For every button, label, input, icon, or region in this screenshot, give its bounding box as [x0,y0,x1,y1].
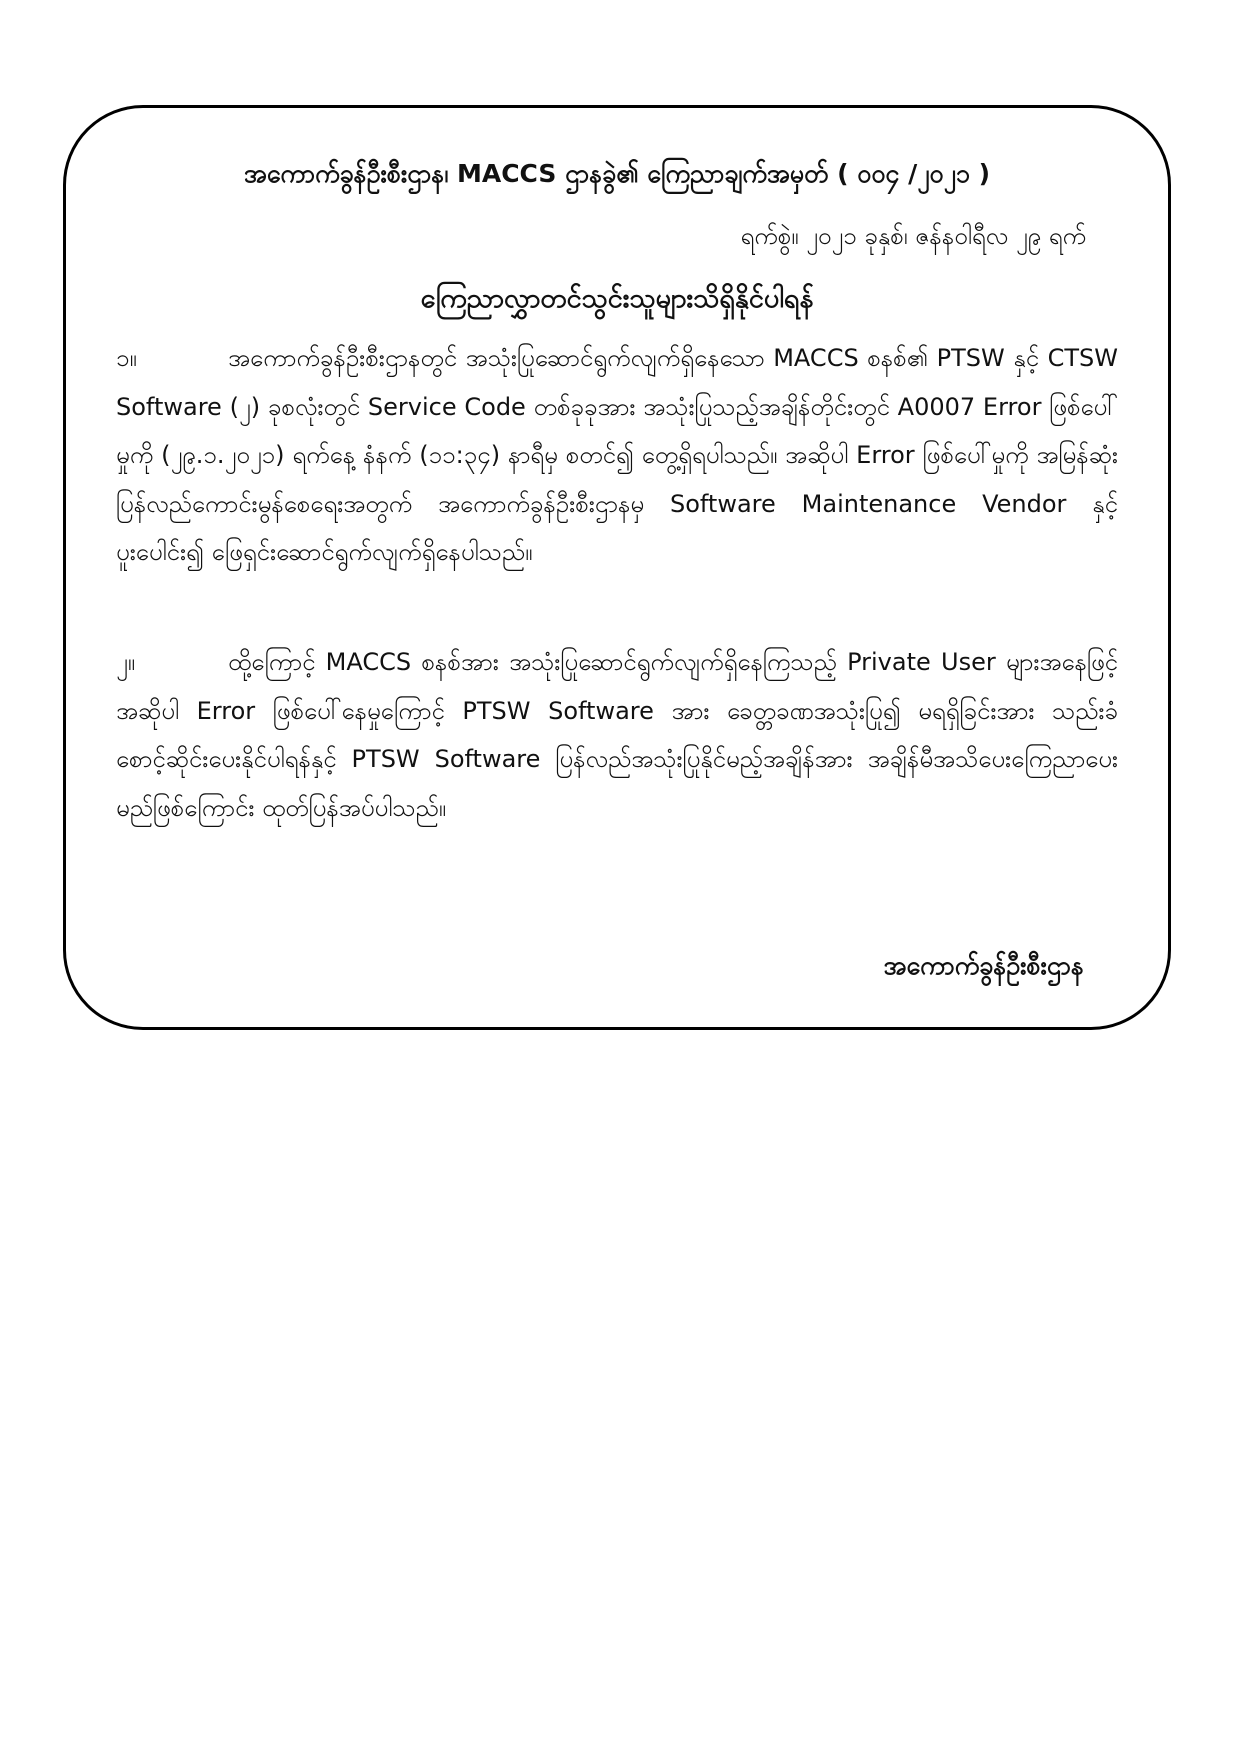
paragraph-2-text: ထို့ကြောင့် MACCS စနစ်အား အသုံးပြုဆောင်ရွက်လျက်ရှိနေကြသည့် Private User များအနေဖြင့် အဆိုပါ Error ဖြစ်ပေါ်နေမှုကြောင့် PTSW Software အား ခေတ္တခဏအသုံးပြု၍ မရရှိခြင်းအား သည်းခံစောင့်ဆိုင်းပေးနိုင်ပါရန်နှင့် PTSW Software ပြန်လည်အသုံးပြုနိုင်မည့်အချိန်အား အချိန်မီအသိပေးကြေညာပေးမည်ဖြစ်ကြောင်း ထုတ်ပြန်အပ်ပါသည်။ [116,648,1118,822]
paragraph-1-text: အကောက်ခွန်ဦးစီးဌာနတွင် အသုံးပြုဆောင်ရွက်လျက်ရှိနေသော MACCS စနစ်၏ PTSW နှင့် CTSW Software (၂) ခုစလုံးတွင် Service Code တစ်ခုခုအား အသုံးပြုသည့်အချိန်တိုင်းတွင် A0007 Error ဖြစ်ပေါ်မှုကို (၂၉.၁.၂၀၂၁) ရက်နေ့ နံနက် (၁၁:၃၄) နာရီမှ စတင်၍ တွေ့ရှိရပါသည်။ အဆိုပါ Error ဖြစ်ပေါ်မှုကို အမြန်ဆုံးပြန်လည်ကောင်းမွန်စေရေးအတွက် အကောက်ခွန်ဦးစီးဌာနမှ Software Maintenance Vendor နှင့် ပူးပေါင်း၍ ဖြေရှင်းဆောင်ရွက်လျက်ရှိနေပါသည်။ [116,344,1118,566]
notice-subject: ကြေညာလွှာတင်သွင်းသူများသိရှိနိုင်ပါရန် [420,283,814,314]
notice-heading: အကောက်ခွန်ဦးစီးဌာန၊ MACCS ဌာနခွဲ၏ ကြေညာချက်အမှတ် ( ၀၀၄ /၂၀၂၁ ) [243,159,991,188]
paragraph-1 [116,334,1118,577]
paragraph-1-number: ၁။ [116,344,137,372]
paragraph-2 [116,638,1118,832]
signature: အကောက်ခွန်ဦးစီးဌာန [883,951,1084,980]
paragraph-2-number: ၂။ [116,648,136,676]
notice-date: ရက်စွဲ။ ၂၀၂၁ ခုနှစ်၊ ဇန်နဝါရီလ ၂၉ ရက် [740,222,1086,250]
notice-box [63,105,1171,1030]
